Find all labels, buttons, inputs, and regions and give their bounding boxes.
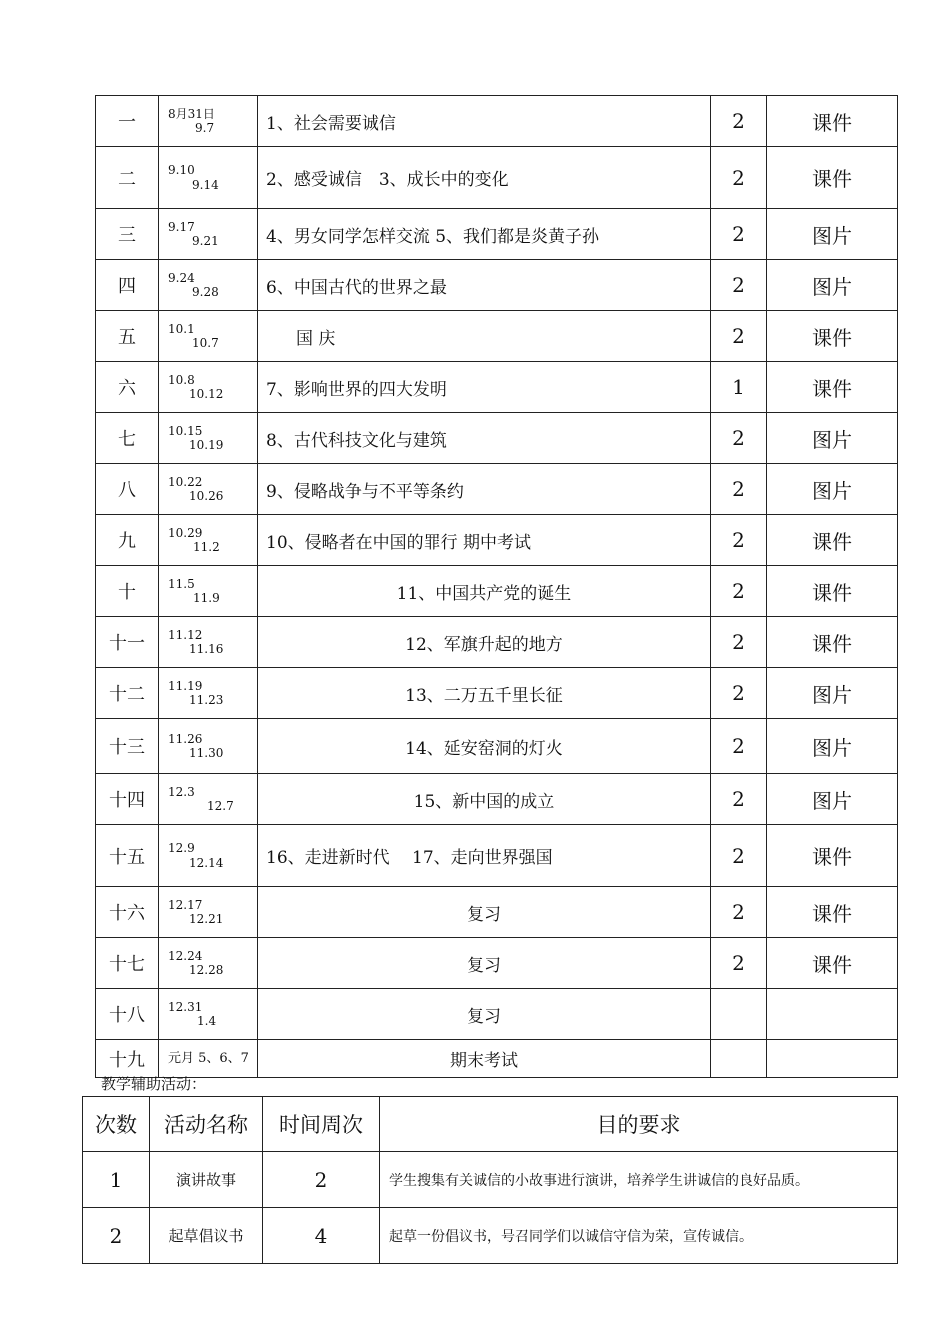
table-row — [83, 1152, 898, 1208]
table-row — [96, 413, 898, 464]
date-end: 12.14 — [189, 855, 224, 870]
date-start: 12.9 — [168, 841, 195, 856]
content-cell: 9、侵略战争与不平等条约 — [258, 464, 711, 515]
hours-cell: 2 — [711, 464, 767, 515]
date-cell — [159, 617, 258, 668]
date-start: 11.5 — [168, 576, 195, 591]
date-start: 12.3 — [168, 784, 195, 799]
hours-cell: 2 — [711, 668, 767, 719]
hours-cell: 2 — [711, 96, 767, 147]
date-cell — [159, 887, 258, 938]
activity-name-cell: 起草倡议书 — [150, 1208, 263, 1264]
date-end: 10.12 — [189, 387, 224, 401]
week-cell: 十九 — [96, 1040, 159, 1078]
table-row — [96, 668, 898, 719]
resource-cell: 图片 — [767, 413, 898, 464]
date-cell — [159, 668, 258, 719]
table-row — [96, 774, 898, 825]
purpose-cell: 学生搜集有关诚信的小故事进行演讲，培养学生讲诚信的良好品质。 — [380, 1152, 898, 1208]
week-cell: 五 — [96, 311, 159, 362]
date-end: 1.4 — [197, 1014, 217, 1028]
resource-cell — [767, 989, 898, 1040]
table-row — [96, 719, 898, 774]
hours-cell: 2 — [711, 887, 767, 938]
date-start: 12.24 — [168, 948, 203, 963]
count-cell: 1 — [83, 1152, 150, 1208]
content-cell: 10、侵略者在中国的罪行 期中考试 — [258, 515, 711, 566]
content-cell: 期末考试 — [258, 1040, 711, 1078]
resource-cell: 课件 — [767, 887, 898, 938]
date-start: 9.10 — [168, 163, 195, 178]
count-cell: 2 — [83, 1208, 150, 1264]
week-cell: 七 — [96, 413, 159, 464]
date-start: 9.24 — [168, 270, 195, 285]
content-cell: 16、走进新时代 17、走向世界强国 — [258, 825, 711, 887]
resource-cell: 课件 — [767, 825, 898, 887]
content-cell: 7、影响世界的四大发明 — [258, 362, 711, 413]
activity-name-cell: 演讲故事 — [150, 1152, 263, 1208]
date-start: 11.12 — [168, 627, 203, 642]
week-cell: 三 — [96, 209, 159, 260]
date-end: 9.7 — [195, 121, 215, 135]
week-cell: 一 — [96, 96, 159, 147]
hours-cell: 2 — [711, 515, 767, 566]
table-row — [96, 938, 898, 989]
date-cell — [159, 147, 258, 209]
date-cell — [159, 413, 258, 464]
table-row — [83, 1208, 898, 1264]
purpose-cell: 起草一份倡议书，号召同学们以诚信守信为荣，宣传诚信。 — [380, 1208, 898, 1264]
date-start: 10.15 — [168, 423, 203, 438]
week-cell: 十八 — [96, 989, 159, 1040]
hours-cell — [711, 1040, 767, 1078]
hours-cell: 2 — [711, 147, 767, 209]
table-row — [96, 1040, 898, 1078]
content-cell: 6、中国古代的世界之最 — [258, 260, 711, 311]
week-cell: 十七 — [96, 938, 159, 989]
table-row — [96, 147, 898, 209]
header-activity-name: 活动名称 — [150, 1097, 263, 1152]
aux-activities-table — [82, 1096, 898, 1264]
content-cell: 13、二万五千里长征 — [258, 668, 711, 719]
date-end: 12.28 — [189, 963, 224, 977]
hours-cell: 2 — [711, 719, 767, 774]
date-cell — [159, 362, 258, 413]
week-cell: 十四 — [96, 774, 159, 825]
week-cell: 四 — [96, 260, 159, 311]
header-week: 时间周次 — [263, 1097, 380, 1152]
date-end: 11.23 — [189, 693, 224, 707]
resource-cell: 图片 — [767, 209, 898, 260]
hours-cell: 2 — [711, 209, 767, 260]
resource-cell: 课件 — [767, 311, 898, 362]
resource-cell: 课件 — [767, 617, 898, 668]
date-end: 11.30 — [189, 746, 224, 760]
table-row — [96, 887, 898, 938]
date-cell — [159, 260, 258, 311]
date-end: 10.7 — [192, 336, 219, 350]
date-cell — [159, 311, 258, 362]
content-cell: 复习 — [258, 887, 711, 938]
content-cell: 8、古代科技文化与建筑 — [258, 413, 711, 464]
content-cell: 15、新中国的成立 — [258, 774, 711, 825]
date-cell — [159, 774, 258, 825]
date-start: 12.31 — [168, 999, 203, 1014]
hours-cell: 2 — [711, 566, 767, 617]
table-row — [96, 96, 898, 147]
hours-cell: 2 — [711, 311, 767, 362]
content-cell: 1、社会需要诚信 — [258, 96, 711, 147]
date-end: 11.9 — [193, 591, 220, 605]
date-start: 10.22 — [168, 474, 203, 489]
table-row — [96, 566, 898, 617]
resource-cell: 图片 — [767, 260, 898, 311]
date-range: 元月 5、6、7 — [168, 1050, 249, 1066]
content-cell: 4、男女同学怎样交流 5、我们都是炎黄子孙 — [258, 209, 711, 260]
header-purpose: 目的要求 — [380, 1097, 898, 1152]
hours-cell: 1 — [711, 362, 767, 413]
date-end: 12.21 — [189, 912, 224, 926]
date-cell — [159, 1040, 258, 1078]
content-cell: 11、中国共产党的诞生 — [258, 566, 711, 617]
resource-cell — [767, 1040, 898, 1078]
hours-cell: 2 — [711, 260, 767, 311]
date-end: 10.26 — [189, 489, 224, 503]
date-end: 9.21 — [192, 234, 219, 248]
date-end: 11.2 — [193, 540, 220, 554]
resource-cell: 课件 — [767, 566, 898, 617]
content-cell: 复习 — [258, 989, 711, 1040]
table-row — [96, 209, 898, 260]
week-cell: 4 — [263, 1208, 380, 1264]
date-start: 12.17 — [168, 897, 203, 912]
table-row — [96, 617, 898, 668]
week-cell: 2 — [263, 1152, 380, 1208]
date-start: 11.19 — [168, 678, 203, 693]
week-cell: 十 — [96, 566, 159, 617]
date-cell — [159, 515, 258, 566]
content-cell: 复习 — [258, 938, 711, 989]
table-row — [96, 825, 898, 887]
hours-cell — [711, 989, 767, 1040]
table-row — [96, 464, 898, 515]
week-cell: 八 — [96, 464, 159, 515]
resource-cell: 课件 — [767, 515, 898, 566]
date-start: 8月31日 — [168, 106, 215, 121]
date-end: 9.28 — [192, 285, 219, 299]
week-cell: 二 — [96, 147, 159, 209]
resource-cell: 图片 — [767, 668, 898, 719]
date-start: 9.17 — [168, 219, 195, 234]
table-row — [96, 260, 898, 311]
content-cell: 国 庆 — [258, 311, 711, 362]
resource-cell: 课件 — [767, 362, 898, 413]
resource-cell: 课件 — [767, 147, 898, 209]
resource-cell: 图片 — [767, 774, 898, 825]
date-cell — [159, 989, 258, 1040]
date-cell — [159, 825, 258, 887]
content-cell: 14、延安窑洞的灯火 — [258, 719, 711, 774]
table-row — [96, 311, 898, 362]
date-cell — [159, 464, 258, 515]
resource-cell: 课件 — [767, 96, 898, 147]
content-cell: 12、军旗升起的地方 — [258, 617, 711, 668]
date-end: 11.16 — [189, 642, 224, 656]
date-end: 9.14 — [192, 177, 219, 192]
table-header-row — [83, 1097, 898, 1152]
hours-cell: 2 — [711, 825, 767, 887]
date-start: 10.8 — [168, 372, 195, 387]
resource-cell: 图片 — [767, 464, 898, 515]
hours-cell: 2 — [711, 938, 767, 989]
date-cell — [159, 566, 258, 617]
hours-cell: 2 — [711, 617, 767, 668]
content-cell: 2、感受诚信 3、成长中的变化 — [258, 147, 711, 209]
hours-cell: 2 — [711, 774, 767, 825]
date-start: 11.26 — [168, 731, 203, 746]
week-cell: 十五 — [96, 825, 159, 887]
hours-cell: 2 — [711, 413, 767, 464]
resource-cell: 图片 — [767, 719, 898, 774]
date-end: 10.19 — [189, 438, 224, 452]
aux-activities-label: 教学辅助活动： — [101, 1075, 207, 1093]
table-row — [96, 515, 898, 566]
date-start: 10.29 — [168, 525, 203, 540]
date-cell — [159, 209, 258, 260]
header-count: 次数 — [83, 1097, 150, 1152]
week-cell: 十三 — [96, 719, 159, 774]
week-cell: 十二 — [96, 668, 159, 719]
table-row — [96, 989, 898, 1040]
week-cell: 十六 — [96, 887, 159, 938]
date-cell — [159, 719, 258, 774]
date-cell — [159, 938, 258, 989]
week-cell: 九 — [96, 515, 159, 566]
date-start: 10.1 — [168, 321, 195, 336]
date-cell — [159, 96, 258, 147]
table-row — [96, 362, 898, 413]
schedule-table — [95, 95, 898, 1078]
week-cell: 六 — [96, 362, 159, 413]
week-cell: 十一 — [96, 617, 159, 668]
resource-cell: 课件 — [767, 938, 898, 989]
date-end: 12.7 — [207, 799, 234, 813]
